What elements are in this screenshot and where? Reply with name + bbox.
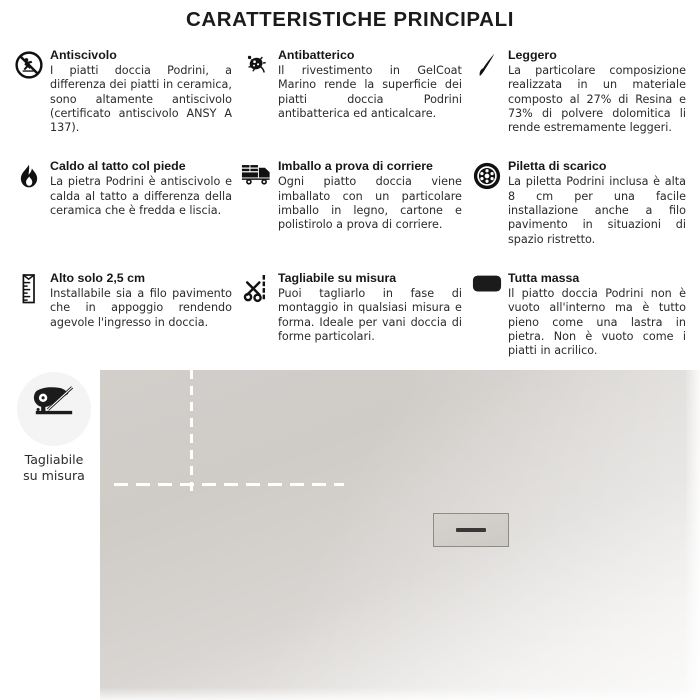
drain-slot: [456, 528, 486, 532]
feature-body: La pietra Podrini è antiscivolo e calda al tatto a differenza della ceramica che è fredda e liscia.: [50, 175, 232, 218]
badge-label-line1: Tagliabile: [24, 452, 84, 467]
delivery-truck-icon: [240, 159, 274, 193]
feature-text: [504, 48, 688, 135]
feature-title: Alto solo 2,5 cm: [50, 270, 146, 285]
feature-row-3: [6, 271, 694, 358]
feature-row-2: [6, 159, 694, 246]
drain-icon: [470, 159, 504, 193]
feature-text: [274, 159, 464, 232]
feather-icon: [470, 48, 504, 82]
feature-title: Antiscivolo: [50, 48, 117, 62]
product-edge-bottom: [100, 688, 700, 700]
row-spacer: [6, 247, 694, 271]
feature-body: La piletta Podrini inclusa è alta 8 cm per una facile installazione anche a filo pavimento in situazioni di spazio ristretto.: [507, 175, 686, 246]
feature-body: Ogni piatto doccia viene imballato con un particolare imballo in legno, cartone e polistirolo a prova di corriere.: [277, 175, 462, 232]
feature-text: [504, 271, 688, 358]
feature-item-tagliabile: [240, 271, 470, 358]
feature-title: Antibatterico: [277, 48, 355, 62]
feature-body: Puoi tagliarlo in fase di montaggio in qualsiasi misura e forma. Ideale per vani doccia di forme particolari.: [277, 286, 462, 343]
feature-item-leggero: [470, 48, 694, 135]
no-slip-icon: [12, 48, 46, 82]
feature-body: Installabile sia a filo pavimento che in appoggio rendendo agevole l'ingresso in doccia.: [50, 286, 232, 329]
tagliabile-badge: [8, 372, 100, 484]
scissors-icon: [240, 271, 274, 305]
feature-text: [46, 48, 234, 135]
feature-text: [274, 271, 464, 344]
rectangular-drain-cover: [433, 513, 509, 547]
badge-label-line2: su misura: [23, 468, 85, 483]
bottom-section: [0, 368, 700, 700]
feature-body: I piatti doccia Podrini, a differenza dei piatti in ceramica, sono altamente antiscivolo (certificato antiscivolo ANSY A 137).: [50, 64, 232, 135]
circular-saw-icon: [30, 385, 78, 433]
feature-text: [46, 159, 234, 218]
product-edge-right: [686, 370, 700, 700]
feature-text: [46, 271, 234, 330]
feature-body: La particolare composizione realizzata in un materiale composto al 27% di Resina e 73% di polvere dolomitica li rende estremamente leggeri.: [507, 64, 686, 135]
feature-item-alto-solo: [6, 271, 240, 358]
feature-item-caldo-al-tatto: [6, 159, 240, 246]
page-title: CARATTERISTICHE PRINCIPALI: [185, 8, 515, 31]
shower-tray-photo: [100, 370, 700, 700]
feature-title: Imballo a prova di corriere: [277, 159, 433, 174]
bacteria-icon: [240, 48, 274, 82]
feature-item-antiscivolo: [6, 48, 240, 135]
feature-item-antibatterico: [240, 48, 470, 135]
cut-line-vertical: [190, 370, 193, 495]
feature-title: Tutta massa: [507, 270, 580, 285]
feature-grid: [0, 48, 700, 358]
flame-icon: [12, 159, 46, 193]
feature-title: Tagliabile su misura: [277, 270, 397, 285]
badge-circle: [17, 372, 91, 446]
feature-item-piletta: [470, 159, 694, 246]
feature-body: Il rivestimento in GelCoat Marino rende la superficie dei piatti doccia Podrini antibatterica ed anticalcare.: [277, 64, 462, 120]
feature-title: Leggero: [507, 48, 557, 62]
feature-item-tutta-massa: [470, 271, 694, 358]
ruler-icon: [12, 271, 46, 305]
feature-item-imballo: [240, 159, 470, 246]
feature-row-1: [6, 48, 694, 135]
badge-label: [8, 452, 100, 484]
feature-text: [274, 48, 464, 121]
feature-title: Caldo al tatto col piede: [50, 159, 186, 174]
feature-title: Piletta di scarico: [507, 159, 607, 174]
cut-line-horizontal: [114, 483, 344, 486]
feature-body: Il piatto doccia Podrini non è vuoto all'interno ma è tutto pieno come una lastra in pietra. Non è vuoto come i piatti in acrilico.: [507, 286, 686, 358]
row-spacer: [6, 135, 694, 159]
feature-text: [504, 159, 688, 246]
solid-slab-icon: [470, 271, 504, 305]
